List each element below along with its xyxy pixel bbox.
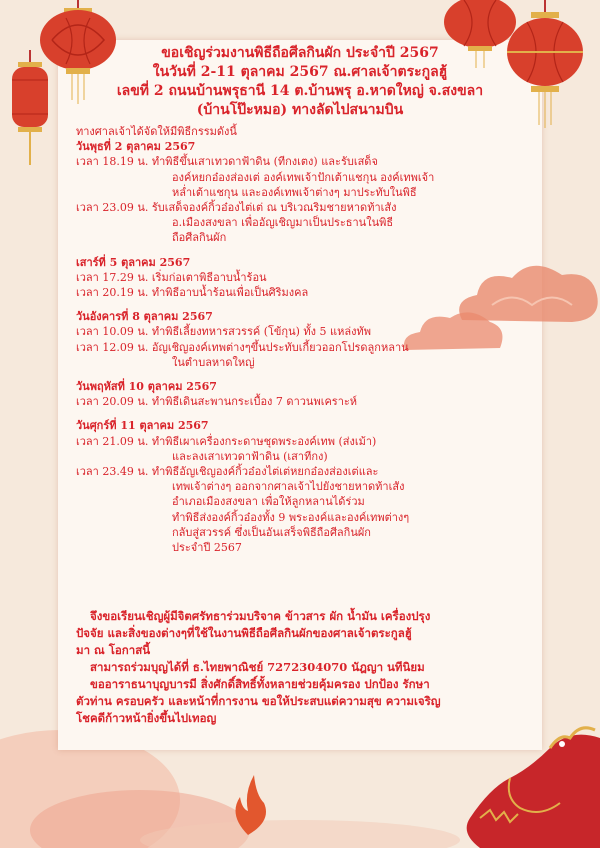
schedule-day: วันอังคารที่ 8 ตุลาคม 2567	[76, 310, 213, 324]
schedule-entry: กลับสู่สวรรค์ ซึ่งเป็นอันเสร็จพิธีถือศีลกินผัก	[172, 525, 371, 539]
title-line: ในวันที่ 2-11 ตุลาคม 2567 ณ.ศาลเจ้าตระกูลฮู้	[152, 64, 448, 80]
dragon-icon	[450, 708, 600, 848]
schedule-entry: อำเภอเมืองสงขลา เพื่อให้ลูกหลานได้ร่วม	[172, 495, 365, 509]
schedule-entry: หล่ำเต้าแชกุน และองค์เทพเจ้าต่างๆ มาประทับในพิธี	[172, 185, 417, 199]
schedule-day: วันศุกร์ที่ 11 ตุลาคม 2567	[76, 419, 209, 433]
intro-text: ทางศาลเจ้าได้จัดให้มีพิธีกรรมดังนี้	[76, 125, 237, 138]
schedule-entry: องค์หยกอ๋องส่องเต่ องค์เทพเจ้าปักเต้าแชกุน องค์เทพเจ้า	[172, 170, 435, 184]
schedule-entry: เวลา 21.09 น. ทำพิธีเผาเครื่องกระดาษชุดพระองค์เทพ (ส่งเม้า)	[76, 434, 377, 448]
schedule-day: เสาร์ที่ 5 ตุลาคม 2567	[76, 255, 191, 269]
title-line: เลขที่ 2 ถนนบ้านพรุธานี 14 ต.บ้านพรุ อ.หาดใหญ่ จ.สงขลา	[116, 83, 484, 99]
closing-line: ตัวท่าน ครอบครัว และหน้าที่การงาน ขอให้ประสบแต่ความสุข ความเจริญ	[76, 694, 441, 708]
schedule-entry: เวลา 10.09 น. ทำพิธีเลี้ยงทหารสวรรค์ (โข้กุน) ทั้ง 5 แหล่งทัพ	[76, 325, 371, 339]
closing-message	[76, 608, 524, 727]
title-line: ขอเชิญร่วมงานพิธีถือศีลกินผัก ประจำปี 2567	[161, 45, 439, 61]
schedule-entry: ในตำบลหาดใหญ่	[172, 355, 255, 369]
closing-line: จึงขอเรียนเชิญผู้มีจิตศรัทธาร่วมบริจาค ข้าวสาร ผัก น้ำมัน เครื่องปรุง	[90, 609, 431, 623]
donation-account: สามารถร่วมบุญได้ที่ ธ.ไทยพาณิชย์ 7272304070 นัฎญา นทีนิยม	[90, 660, 425, 674]
schedule-entry: และลงเสาเทวดาฟ้าดิน (เสาทีกง)	[172, 449, 328, 463]
closing-line: โชคดีก้าวหน้ายิ่งขึ้นไปเทอญ	[76, 711, 217, 725]
schedule-entry: เวลา 17.29 น. เริ่มก่อเตาพิธีอาบน้ำร้อน	[76, 270, 267, 284]
closing-line: มา ณ โอกาสนี้	[76, 643, 151, 657]
schedule	[76, 124, 524, 555]
schedule-day: วันพฤหัสที่ 10 ตุลาคม 2567	[76, 380, 217, 394]
schedule-entry: เวลา 20.09 น. ทำพิธีเดินสะพานกระเบื้อง 7 ดาวนพเคราะห์	[76, 395, 358, 409]
schedule-list	[76, 139, 524, 555]
flame-icon	[228, 775, 268, 835]
schedule-entry: ประจำปี 2567	[172, 541, 242, 555]
poster-title	[60, 44, 540, 120]
schedule-day: วันพุธที่ 2 ตุลาคม 2567	[76, 140, 196, 154]
schedule-entry: เวลา 18.19 น. ทำพิธีขึ้นเสาเทวดาฟ้าดิน (ทีกงเตง) และรับเสด็จ	[76, 155, 378, 169]
schedule-entry: เวลา 12.09 น. อัญเชิญองค์เทพต่างๆขึ้นประทับเกี้ยวออกโปรดลูกหลาน	[76, 340, 409, 354]
closing-line: ขออาราธนาบุญบารมี สิ่งศักดิ์สิทธิ์ทั้งหลายช่วยคุ้มครอง ปกป้อง รักษา	[90, 677, 430, 691]
schedule-entry: เวลา 23.49 น. ทำพิธีอัญเชิญองค์กิ้วอ๋องไต่เต่หยกอ๋องส่องเต่และ	[76, 465, 379, 479]
schedule-entry: เวลา 23.09 น. รับเสด็จองค์กิ้วอ๋องไต่เต่ ณ บริเวณริมชายหาดท้าเสัง	[76, 201, 397, 215]
schedule-entry: เทพเจ้าต่างๆ ออกจากศาลเจ้าไปยังชายหาดท้าเสัง	[172, 480, 405, 494]
schedule-entry: ทำพิธีส่งองค์กิ้วอ๋องทั้ง 9 พระองค์และองค์เทพต่างๆ	[172, 510, 410, 524]
closing-line: ปัจจัย และสิ่งของต่างๆที่ใช้ในงานพิธีถือศีลกินผักของศาลเจ้าตระกูลฮู้	[76, 626, 412, 640]
schedule-entry: ถือศีลกินผัก	[172, 231, 227, 245]
schedule-entry: เวลา 20.19 น. ทำพิธีอาบน้ำร้อนเพื่อเป็นศิริมงคล	[76, 286, 309, 300]
schedule-entry: อ.เมืองสงขลา เพื่ออัญเชิญมาเป็นประธานในพิธี	[172, 216, 394, 230]
title-line: (บ้านโป๊ะหมอ) ทางลัดไปสนามบิน	[196, 102, 404, 118]
lantern-icon	[0, 50, 60, 170]
